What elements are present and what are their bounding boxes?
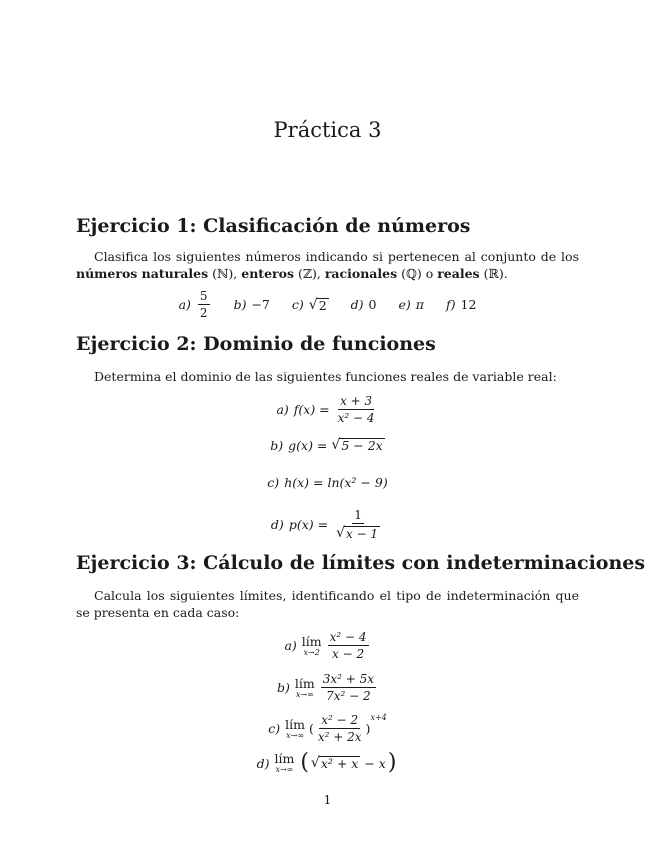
limit-operator: lím x→2 — [301, 633, 322, 657]
ex1-item-f: f) 12 — [446, 297, 477, 312]
square-root: √ x − 1 — [336, 525, 379, 541]
page-title: Práctica 3 — [273, 118, 382, 142]
ex2-item-b: b) g(x) = √ 5 − 2x — [270, 437, 383, 453]
fraction: $\frac{x + 3}{\text{x² − 4}}$ — [337, 394, 375, 425]
limit-operator: lím x→∞ — [285, 716, 305, 740]
fraction: $\frac{\text{x² − 2}}{\text{x² + 2x}}$ — [317, 713, 362, 744]
fraction: $\frac{\text{3x² + 5x}}{\text{7x² − 2}}$ — [322, 672, 375, 703]
ex1-paragraph: Clasifica los siguientes números indicando si pertenecen al conjunto de los números naturales (ℕ), enteros (ℤ), racionales (ℚ) o reales (ℝ). — [76, 249, 579, 281]
ex3-heading: Ejercicio 3: Cálculo de límites con indeterminaciones — [76, 552, 646, 574]
ex2-intro: Determina el dominio de las siguientes funciones reales de variable real: — [94, 369, 557, 384]
ex1-item-e: e) π — [398, 297, 424, 312]
page-number: 1 — [323, 792, 332, 807]
ex1-item-d: d) 0 — [350, 297, 377, 312]
fraction: $\frac{5}{2}$ — [199, 289, 208, 320]
square-root: √ x² + x — [310, 755, 359, 771]
ex1-item-a: a) $\frac{5}{2}$ — [178, 289, 208, 320]
limit-operator: lím x→∞ — [274, 751, 295, 774]
ex3-item-a: a) lím x→2 $\frac{\text{x² − 4}}{x - 2}$ — [284, 630, 367, 661]
square-root: √ 5 − 2x — [331, 437, 383, 453]
ex2-item-a: a) f(x) = $\frac{x + 3}{\text{x² − 4}}$ — [276, 394, 375, 425]
limit-operator: lím x→∞ — [294, 675, 315, 699]
ex1-item-c: c) √ 2 — [291, 296, 327, 313]
ex3-item-d: d) lím x→∞ ( √ x² + x − x ) — [256, 750, 397, 775]
ex3-intro: Calcula los siguientes límites, identificando el tipo de indeterminación que se presenta en cada caso: — [76, 588, 579, 620]
ex1-items — [0, 289, 655, 320]
ex3-item-b: b) lím x→∞ $\frac{\text{3x² + 5x}}{\text{7x² − 2}}$ — [276, 672, 375, 703]
ex1-item-b: b) −7 — [233, 297, 270, 312]
ex2-heading: Ejercicio 2: Dominio de funciones — [76, 333, 436, 355]
ex3-item-c: c) lím x→∞ ( $\frac{\text{x² − 2}}{\text{x² + 2x}}$ ) $^{x+4}$ — [268, 713, 387, 744]
ex2-item-d: d) p(x) = 1 √ x − 1 — [0, 508, 655, 541]
fraction: 1 √ x − 1 — [336, 508, 379, 541]
ex1-heading: Ejercicio 1: Clasificación de números — [76, 215, 471, 237]
fraction: $\frac{\text{x² − 4}}{x - 2}$ — [329, 630, 367, 661]
square-root: √ 2 — [308, 296, 327, 313]
ex2-item-c: c) h(x) = ln(x² − 9) — [267, 475, 388, 490]
